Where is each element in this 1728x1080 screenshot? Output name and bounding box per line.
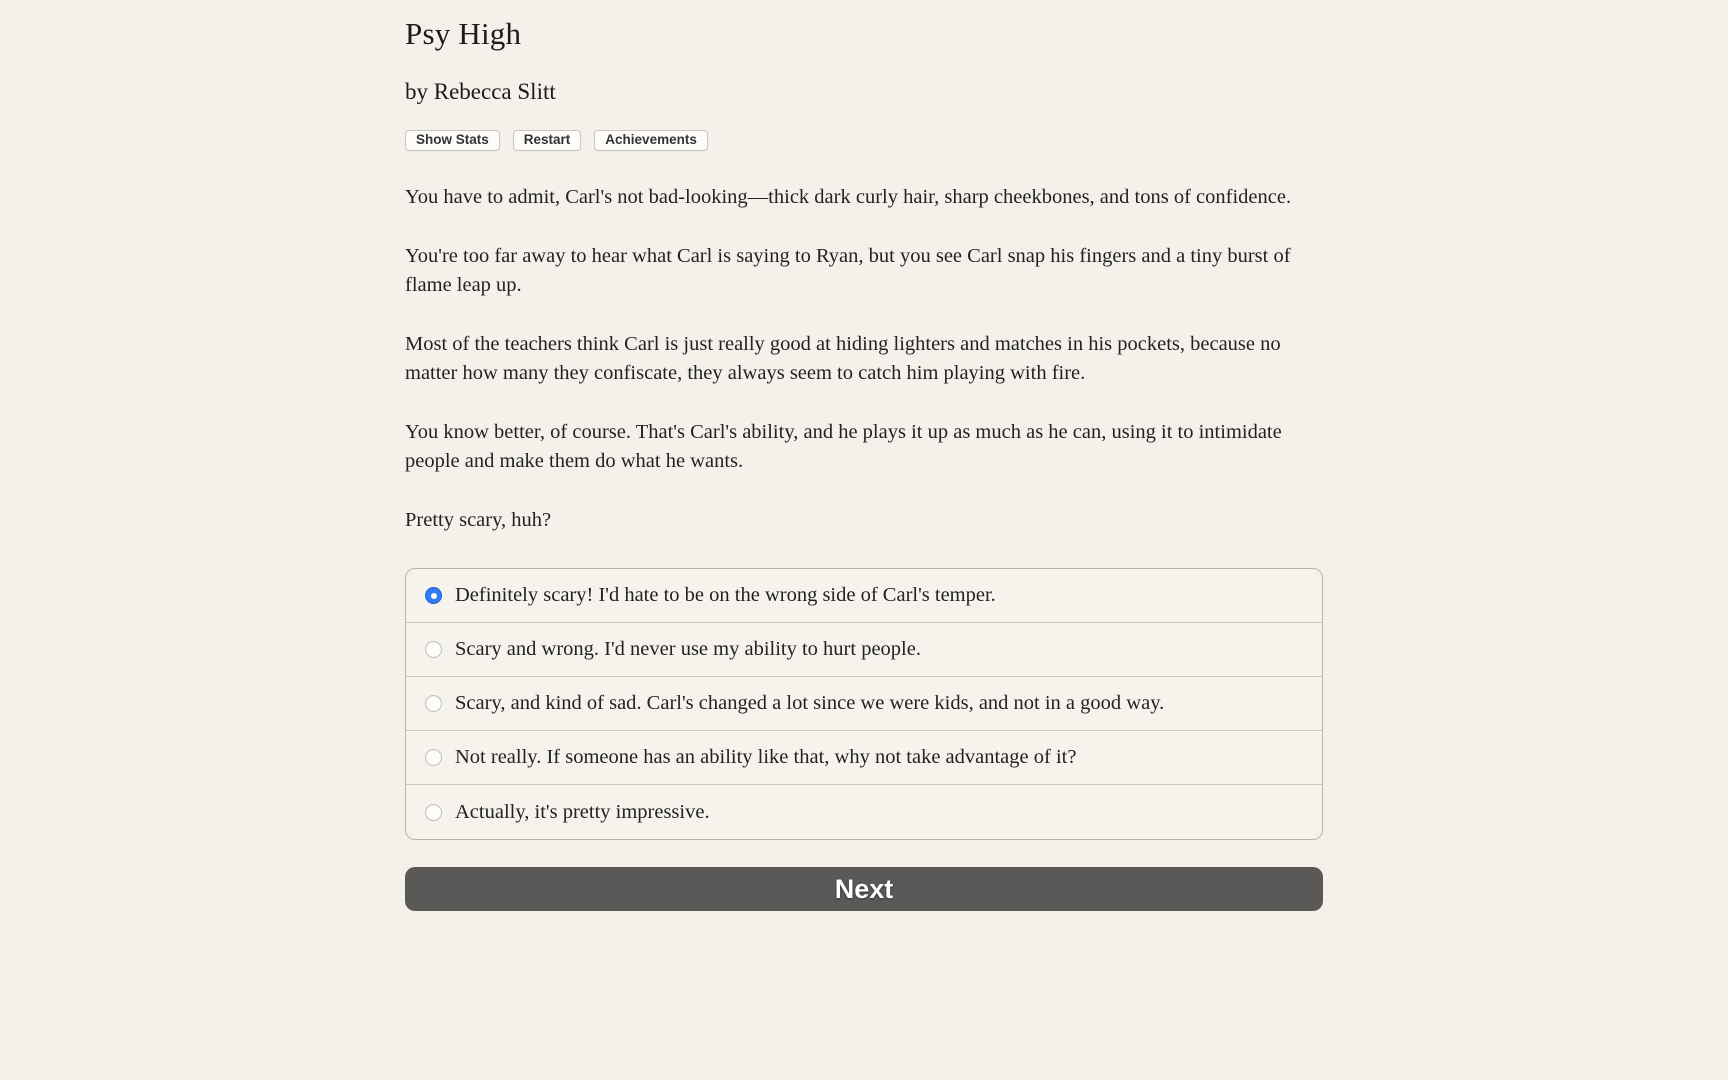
- choice-option[interactable]: [406, 785, 1322, 839]
- choice-option[interactable]: [406, 677, 1322, 731]
- choice-option[interactable]: [406, 569, 1322, 623]
- radio-icon[interactable]: [425, 641, 442, 658]
- story-paragraph: You have to admit, Carl's not bad-looking—thick dark curly hair, sharp cheekbones, and tons of confidence.: [405, 186, 1292, 208]
- choice-option-label: Scary and wrong. I'd never use my ability to hurt people.: [455, 638, 921, 660]
- story-text: [405, 183, 1323, 535]
- choice-option[interactable]: [406, 623, 1322, 677]
- next-button[interactable]: Next: [405, 867, 1323, 911]
- radio-icon[interactable]: [425, 804, 442, 821]
- toolbar: [405, 130, 1323, 151]
- story-paragraph: You're too far away to hear what Carl is saying to Ryan, but you see Carl snap his fingers and a tiny burst of flame leap up.: [405, 245, 1291, 296]
- choice-group: [405, 568, 1323, 840]
- page-title: Psy High: [405, 16, 522, 51]
- author-byline: by Rebecca Slitt: [405, 79, 556, 104]
- story-paragraph: Most of the teachers think Carl is just really good at hiding lighters and matches in his pockets, because no matter how many they confiscate, they always seem to catch him playing with fire.: [405, 333, 1281, 384]
- achievements-button[interactable]: Achievements: [594, 130, 708, 151]
- choice-option-label: Scary, and kind of sad. Carl's changed a lot since we were kids, and not in a good way.: [455, 692, 1165, 714]
- radio-icon[interactable]: [425, 695, 442, 712]
- story-page: [405, 0, 1323, 911]
- radio-icon[interactable]: [425, 749, 442, 766]
- story-paragraph: Pretty scary, huh?: [405, 509, 552, 531]
- story-paragraph: You know better, of course. That's Carl's ability, and he plays it up as much as he can, using it to intimidate people and make them do what he wants.: [405, 421, 1282, 472]
- choice-option-label: Not really. If someone has an ability like that, why not take advantage of it?: [455, 746, 1077, 768]
- choice-option-label: Definitely scary! I'd hate to be on the wrong side of Carl's temper.: [455, 584, 996, 606]
- show-stats-button[interactable]: Show Stats: [405, 130, 500, 151]
- choice-option-label: Actually, it's pretty impressive.: [455, 800, 710, 823]
- choice-option[interactable]: [406, 731, 1322, 785]
- restart-button[interactable]: Restart: [513, 130, 582, 151]
- radio-icon[interactable]: [425, 587, 442, 604]
